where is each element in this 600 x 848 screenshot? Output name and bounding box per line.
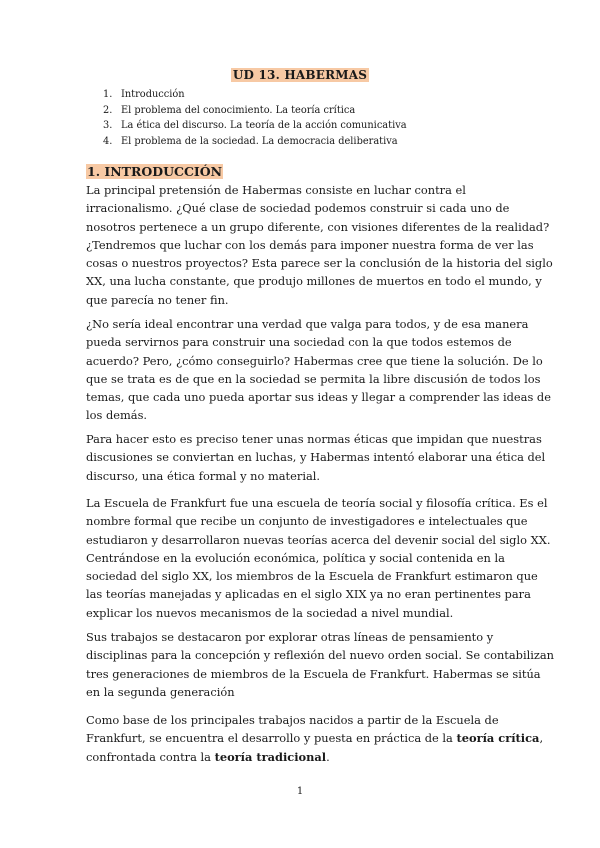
text-line bbox=[86, 748, 518, 766]
paragraph-4 bbox=[86, 494, 551, 622]
text-run: Frankfurt, se encuentra el desarrollo y puesta en práctica de la bbox=[86, 731, 457, 746]
paragraph-6 bbox=[86, 711, 544, 766]
paragraph-2 bbox=[86, 315, 551, 425]
toc-item bbox=[103, 87, 407, 103]
text-line: tres generaciones de miembros de la Escuela de Frankfurt. Habermas se sitúa bbox=[86, 666, 541, 681]
toc-item-text: La ética del discurso. La teoría de la acción comunicativa bbox=[121, 120, 407, 132]
toc-item bbox=[103, 134, 407, 150]
text-line: que parecía no tener fin. bbox=[86, 292, 229, 307]
toc-item-text: Introducción bbox=[121, 89, 185, 100]
toc-item-number: 4. bbox=[103, 135, 113, 147]
toc-item-number: 2. bbox=[103, 104, 113, 116]
text-line: que se trata es de que en la sociedad se permita la libre discusión de todos los bbox=[86, 371, 541, 386]
text-line: las teorías manejadas y aplicadas en el siglo XIX ya no eran pertinentes para bbox=[86, 587, 531, 602]
text-line: Como base de los principales trabajos nacidos a partir de la Escuela de bbox=[86, 713, 499, 727]
toc-item-text: El problema de la sociedad. La democracia deliberativa bbox=[121, 135, 398, 147]
text-line: Para hacer esto es preciso tener unas normas éticas que impidan que nuestras bbox=[86, 432, 542, 446]
text-run: , bbox=[539, 731, 544, 746]
text-line: XX, una lucha constante, que produjo millones de muertos en todo el mundo, y bbox=[86, 274, 542, 289]
bold-term-teoria-tradicional: teoría tradicional bbox=[214, 749, 327, 764]
text-line: discusiones se conviertan en luchas, y Habermas intentó elaborar una ética del bbox=[86, 450, 546, 465]
document-title bbox=[0, 68, 600, 82]
text-line: La principal pretensión de Habermas consiste en luchar contra el bbox=[86, 183, 466, 197]
text-line: explicar los nuevos mecanismos de la sociedad a nivel mundial. bbox=[86, 605, 454, 620]
paragraph-3 bbox=[86, 430, 546, 485]
text-line: ¿Tendremos que luchar con los demás para imponer nuestra forma de ver las bbox=[86, 237, 534, 252]
document-title-text: UD 13. HABERMAS bbox=[232, 68, 368, 82]
section-heading bbox=[86, 163, 223, 181]
text-line: pueda servirnos para construir una sociedad con la que todos estemos de bbox=[86, 335, 512, 350]
text-line: nosotros pertenece a un grupo diferente, con visiones diferentes de la realidad? bbox=[86, 219, 550, 234]
toc-item bbox=[103, 118, 407, 134]
text-line: discurso, una ética formal y no material. bbox=[86, 468, 321, 483]
text-line: ¿No sería ideal encontrar una verdad que valga para todos, y de esa manera bbox=[86, 317, 529, 331]
paragraph-1 bbox=[86, 181, 553, 309]
page-number: 1 bbox=[296, 786, 304, 797]
text-line: temas, que cada uno pueda aportar sus ideas y llegar a comprender las ideas de bbox=[86, 390, 551, 405]
text-run: . bbox=[326, 749, 330, 764]
text-line: La Escuela de Frankfurt fue una escuela de teoría social y filosofía crítica. Es el bbox=[86, 496, 548, 510]
bold-term-teoria-critica: teoría crítica bbox=[456, 731, 540, 746]
text-line: Centrándose en la evolución económica, política y social contenida en la bbox=[86, 550, 505, 565]
text-line: irracionalismo. ¿Qué clase de sociedad podemos construir si cada uno de bbox=[86, 201, 510, 216]
text-line: nombre formal que recibe un conjunto de investigadores e intelectuales que bbox=[86, 514, 528, 529]
paragraph-5 bbox=[86, 628, 555, 701]
section-heading-text: 1. INTRODUCCIÓN bbox=[87, 164, 223, 179]
toc-item-number: 3. bbox=[103, 120, 113, 132]
text-line: en la segunda generación bbox=[86, 684, 235, 699]
text-line: estudiaron y desarrollaron nuevas teorías acerca del devenir social del siglo XX. bbox=[86, 532, 551, 547]
text-run: confrontada contra la bbox=[86, 749, 215, 764]
toc-item bbox=[103, 103, 407, 119]
text-line: sociedad del siglo XX, los miembros de la Escuela de Frankfurt estimaron que bbox=[86, 569, 538, 584]
text-line: cosas o nuestros proyectos? Esta parece ser la conclusión de la historia del siglo bbox=[86, 256, 553, 271]
text-line: acuerdo? Pero, ¿cómo conseguirlo? Habermas cree que tiene la solución. De lo bbox=[86, 353, 543, 368]
text-line: los demás. bbox=[86, 408, 148, 423]
text-line: Sus trabajos se destacaron por explorar otras líneas de pensamiento y bbox=[86, 630, 494, 644]
toc-item-text: El problema del conocimiento. La teoría crítica bbox=[121, 104, 356, 116]
text-line bbox=[86, 729, 544, 747]
toc-item-number: 1. bbox=[103, 89, 113, 100]
table-of-contents bbox=[103, 87, 407, 149]
text-line: disciplinas para la concepción y reflexión del nuevo orden social. Se contabilizan bbox=[86, 648, 555, 663]
